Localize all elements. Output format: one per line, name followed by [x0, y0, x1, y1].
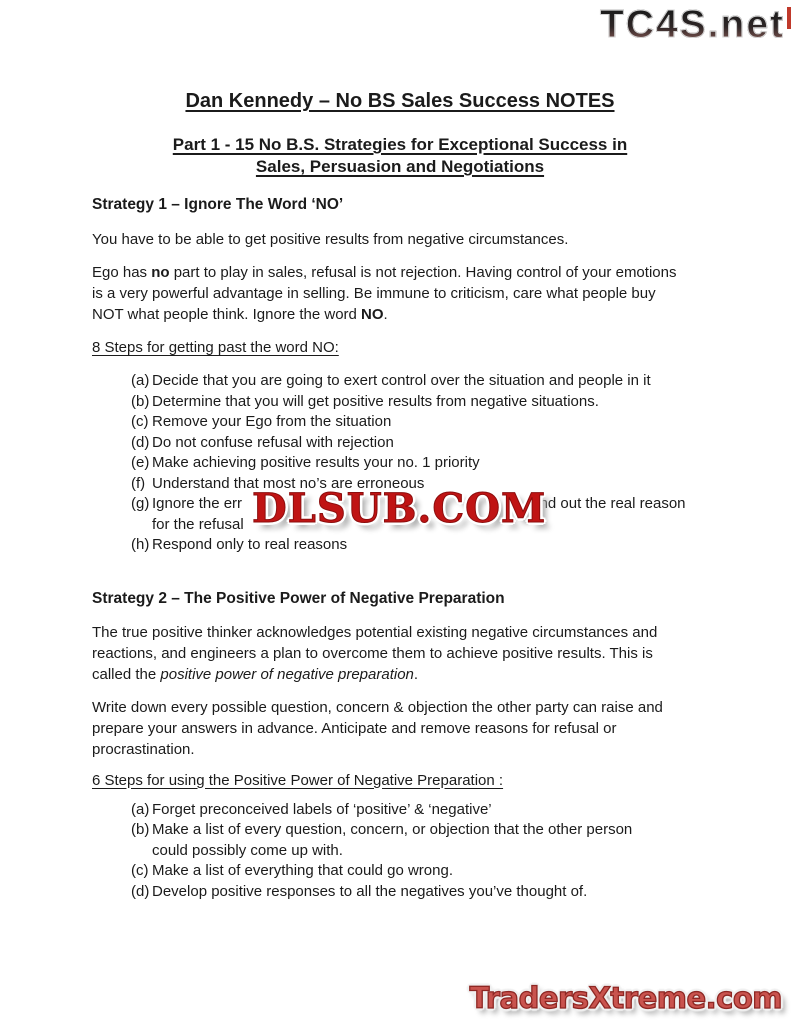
- step-item-a: (a) Decide that you are going to exert control over the situation and people in it: [131, 372, 651, 389]
- steps-heading-2: 6 Steps for using the Positive Power of Negative Preparation :: [92, 771, 504, 789]
- paragraph-line: reactions, and engineers a plan to overcome them to achieve positive results. This is: [92, 644, 653, 662]
- step-g-line1: Ignore the err find out the real reason: [152, 494, 708, 515]
- tc4s-logo: TC4S.net: [599, 3, 785, 46]
- step-item-c: (c) Make a list of everything that could go wrong.: [131, 862, 453, 879]
- dlsub-watermark: DLSUB.COM: [252, 485, 547, 532]
- strategy1-paragraph1: You have to be able to get positive results from negative circumstances.: [92, 231, 569, 248]
- red-corner-mark: [787, 7, 791, 29]
- step-item-c: (c) Remove your Ego from the situation: [131, 413, 392, 430]
- step-item-d: (d) Do not confuse refusal with rejection: [131, 433, 394, 451]
- strategy2-paragraph1: [92, 622, 708, 685]
- step-b-line1: Make a list of every question, concern, or objection that the other person: [152, 821, 633, 838]
- step-item-g: (g) Ignore the err find out the real reason for the refusal: [92, 494, 708, 535]
- step-item-h: (h) Respond only to real reasons: [131, 536, 348, 553]
- tradersxtreme-logo: TradersXtreme.com: [469, 981, 782, 1015]
- paragraph-line: Write down every possible question, concern & objection the other party can raise and: [92, 698, 663, 716]
- step-item-b: (b) Make a list of every question, concern, or objection that the other person could possibly come up with.: [92, 820, 708, 861]
- strategy1-heading: Strategy 1 – Ignore The Word ‘NO’: [92, 196, 344, 213]
- steps-heading-1: 8 Steps for getting past the word NO:: [92, 339, 339, 356]
- strategy2-heading: Strategy 2 – The Positive Power of Negative Preparation: [92, 589, 505, 607]
- paragraph-line: Ego has no part to play in sales, refusal is not rejection. Having control of your emotions: [92, 264, 677, 281]
- paragraph-line: called the positive power of negative preparation.: [92, 665, 419, 683]
- paragraph-line: procrastination.: [92, 740, 195, 758]
- paragraph-line: NOT what people think. Ignore the word NO.: [92, 306, 388, 323]
- document-title: Dan Kennedy – No BS Sales Success NOTES: [185, 90, 615, 112]
- strategy1-paragraph2: [92, 262, 708, 325]
- step-item-f: (f) Understand that most no’s are erroneous: [131, 474, 425, 492]
- steps-list-2: [92, 800, 708, 903]
- step-g-line2: for the refusal: [152, 515, 244, 533]
- paragraph-line: prepare your answers in advance. Anticipate and remove reasons for refusal or: [92, 719, 617, 737]
- document-subtitle-line2: Sales, Persuasion and Negotiations: [255, 157, 545, 176]
- document-subtitle: [92, 134, 708, 178]
- step-item-e: (e) Make achieving positive results your no. 1 priority: [131, 454, 480, 471]
- paragraph-line: is a very powerful advantage in selling. Be immune to criticism, care what people buy: [92, 285, 656, 302]
- step-item-a: (a) Forget preconceived labels of ‘positive’ & ‘negative’: [131, 800, 492, 818]
- step-b-line2: could possibly come up with.: [152, 841, 343, 859]
- strategy2-paragraph2: [92, 697, 708, 760]
- step-item-d: (d) Develop positive responses to all the negatives you’ve thought of.: [131, 882, 588, 900]
- step-item-b: (b) Determine that you will get positive results from negative situations.: [131, 392, 599, 410]
- paragraph-line: The true positive thinker acknowledges potential existing negative circumstances and: [92, 623, 658, 641]
- document-subtitle-line1: Part 1 - 15 No B.S. Strategies for Exceptional Success in: [172, 135, 628, 154]
